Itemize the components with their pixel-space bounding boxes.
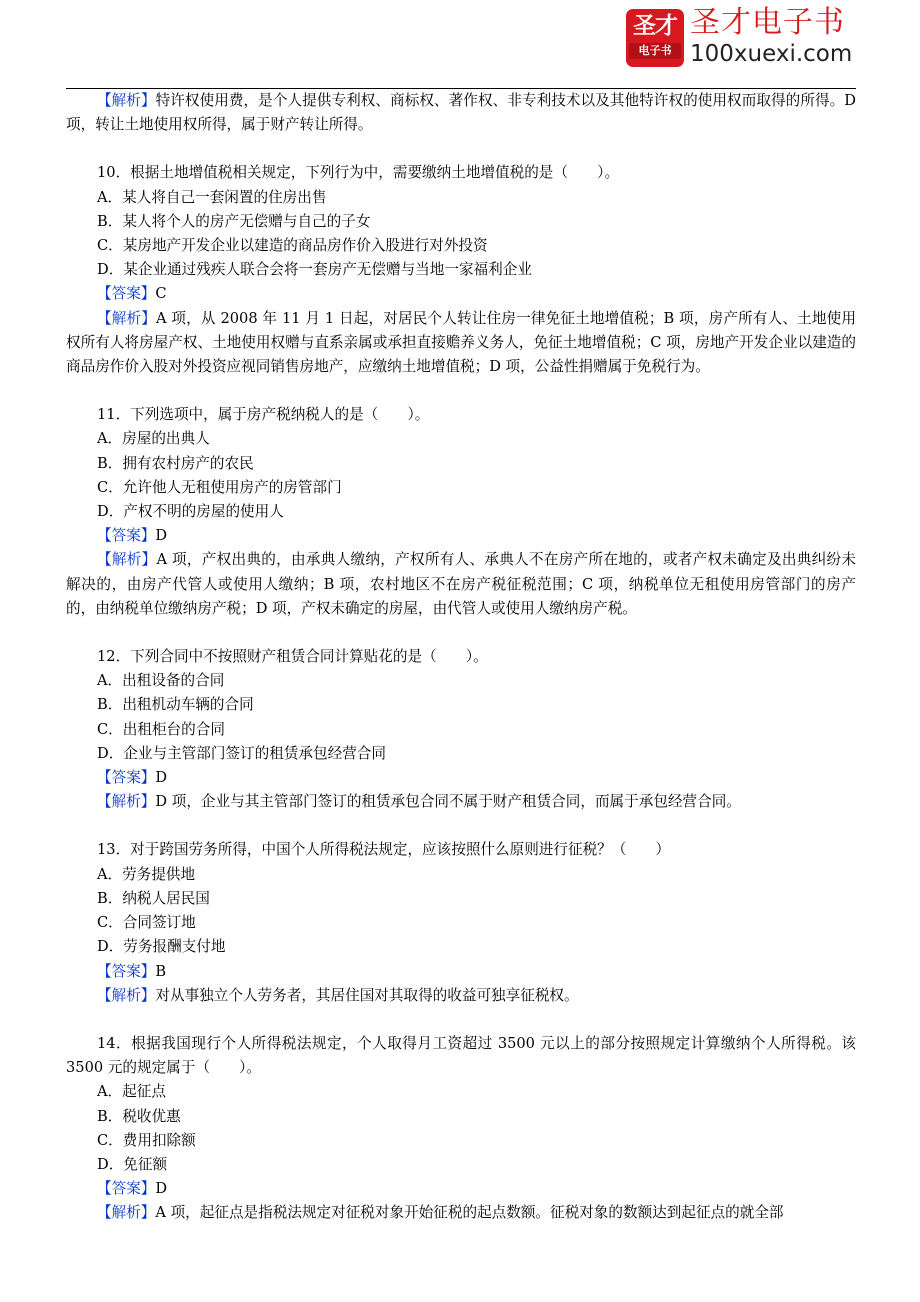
question-gap	[66, 379, 856, 403]
question-option: B．税收优惠	[97, 1107, 181, 1125]
answer-value: D	[155, 1180, 168, 1198]
explanation-label: 【解析】	[97, 1204, 156, 1222]
answer-label: 【答案】	[97, 962, 156, 980]
logo-text-bottom: 电子书	[629, 43, 681, 59]
explanation-line	[66, 790, 856, 814]
answer-value: D	[155, 769, 168, 787]
question-option: A．出租设备的合同	[97, 672, 225, 690]
answer-line	[66, 282, 856, 306]
answer-value: C	[155, 285, 167, 303]
question-option: C．费用扣除额	[97, 1131, 196, 1149]
answer-label: 【答案】	[97, 769, 156, 787]
question-option: C．合同签订地	[97, 914, 196, 932]
question-gap	[66, 1008, 856, 1032]
answer-line	[66, 766, 856, 790]
question-block	[66, 1008, 856, 1226]
answer-value: B	[155, 962, 167, 980]
explanation-text: A 项，产权出典的，由承典人缴纳，产权所有人、承典人不在房产所在地的，或者产权未确定及出典纠纷未解决的，由房产代管人或使用人缴纳；B 项，农村地区不在房产税征税范围；C 项，纳税单位无租使用房管部门的房产的，由纳税单位缴纳房产税；D 项，产权未确定的房屋，由代管人或使用人缴纳房产税。	[66, 551, 856, 617]
answer-line	[66, 524, 856, 548]
question-option: D．企业与主管部门签订的租赁承包经营合同	[97, 744, 386, 762]
brand-url[interactable]: 100xuexi.com	[690, 41, 853, 67]
question-option: D．免征额	[97, 1155, 168, 1173]
question-gap	[66, 137, 856, 161]
explanation-line	[66, 89, 856, 137]
question-option: C．某房地产开发企业以建造的商品房作价入股进行对外投资	[97, 237, 488, 255]
question-option: B．拥有农村房产的农民	[97, 454, 254, 472]
explanation-text: 对从事独立个人劳务者，其居住国对其取得的收益可独享征税权。	[155, 986, 579, 1004]
explanation-label: 【解析】	[97, 92, 156, 109]
question-block	[66, 621, 856, 814]
question-block	[66, 814, 856, 1007]
explanation-label: 【解析】	[97, 793, 156, 811]
answer-label: 【答案】	[97, 527, 156, 545]
explanation-label: 【解析】	[97, 551, 157, 569]
answer-label: 【答案】	[97, 1180, 156, 1198]
question-option: B．纳税人居民国	[97, 889, 210, 907]
question-option: D．某企业通过残疾人联合会将一套房产无偿赠与当地一家福利企业	[97, 261, 532, 279]
explanation-line	[66, 1201, 856, 1225]
question-block	[66, 137, 856, 379]
question-option: A．起征点	[97, 1083, 166, 1101]
page-header	[0, 0, 920, 92]
document-body	[66, 89, 856, 1226]
question-option: A．劳务提供地	[97, 865, 196, 883]
brand-logo[interactable]	[626, 9, 684, 67]
logo-text-top: 圣才	[633, 13, 677, 39]
question-block	[66, 379, 856, 621]
answer-label: 【答案】	[97, 285, 156, 303]
question-option: D．劳务报酬支付地	[97, 938, 226, 956]
answer-line	[66, 1177, 856, 1201]
explanation-text: A 项，从 2008 年 11 月 1 日起，对居民个人转让住房一律免征土地增值税；B 项，房产所有人、土地使用权所有人将房屋产权、土地使用权赠与直系亲属或承担直接赡养义务人，免征土地增值税；C 项，房地产开发企业以建造的商品房作价入股对外投资应视同销售房地产，应缴纳土地增值税；D 项，公益性捐赠属于免税行为。	[66, 309, 856, 376]
question-list	[66, 137, 856, 1225]
question-option: B．某人将个人的房产无偿赠与自己的子女	[97, 212, 371, 230]
question-option: A．房屋的出典人	[97, 430, 210, 448]
question-gap	[66, 621, 856, 645]
explanation-line	[66, 984, 856, 1008]
question-option: B．出租机动车辆的合同	[97, 696, 254, 714]
explanation-line	[66, 307, 856, 380]
question-option: D．产权不明的房屋的使用人	[97, 503, 284, 521]
question-stem: 10．根据土地增值税相关规定，下列行为中，需要缴纳土地增值税的是（ ）。	[97, 164, 620, 182]
brand-name: 圣才电子书	[690, 5, 845, 40]
question-stem: 13．对于跨国劳务所得，中国个人所得税法规定，应该按照什么原则进行征税？（ ）	[97, 841, 671, 859]
question-stem: 12．下列合同中不按照财产租赁合同计算贴花的是（ ）。	[97, 648, 488, 666]
question-gap	[66, 814, 856, 838]
explanation-label: 【解析】	[97, 309, 157, 327]
explanation-text: D 项，企业与其主管部门签订的租赁承包合同不属于财产租赁合同，而属于承包经营合同。	[155, 793, 741, 811]
question-stem: 14．根据我国现行个人所得税法规定，个人取得月工资超过 3500 元以上的部分按照规定计算缴纳个人所得税。该 3500 元的规定属于（ ）。	[66, 1034, 856, 1077]
question-option: C．允许他人无租使用房产的房管部门	[97, 478, 342, 496]
explanation-line	[66, 548, 856, 621]
question-stem: 11．下列选项中，属于房产税纳税人的是（ ）。	[97, 406, 430, 424]
explanation-label: 【解析】	[97, 986, 156, 1004]
answer-value: D	[155, 527, 168, 545]
question-option: C．出租柜台的合同	[97, 720, 225, 738]
answer-line	[66, 960, 856, 984]
question-option: A．某人将自己一套闲置的住房出售	[97, 188, 327, 206]
explanation-text: A 项，起征点是指税法规定对征税对象开始征税的起点数额。征税对象的数额达到起征点的就全部	[155, 1204, 784, 1222]
explanation-text: 特许权使用费，是个人提供专利权、商标权、著作权、非专利技术以及其他特许权的使用权而取得的所得。D 项，转让土地使用权所得，属于财产转让所得。	[66, 92, 856, 134]
